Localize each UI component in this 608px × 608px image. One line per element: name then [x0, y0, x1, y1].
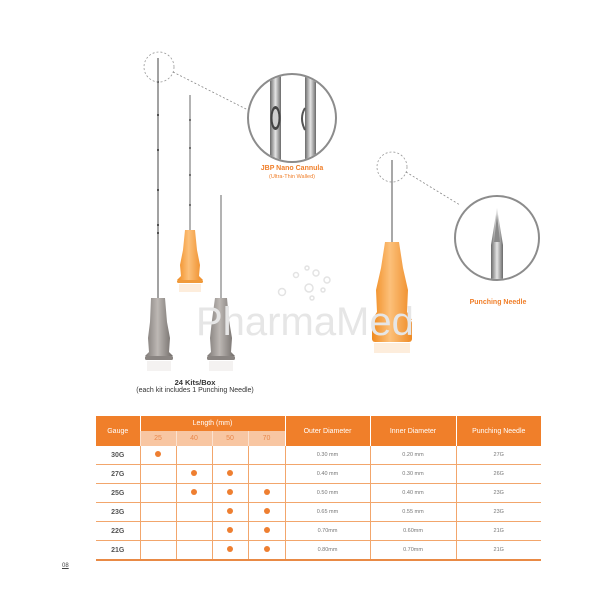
inner-diameter-cell: 0.55 mm	[370, 503, 456, 522]
length-40-cell	[176, 446, 212, 465]
length-40-cell	[176, 484, 212, 503]
length-70-cell	[248, 522, 285, 541]
table-row	[96, 522, 541, 541]
header-punching-needle: Punching Needle	[456, 416, 541, 446]
punching-needle-cell: 23G	[456, 503, 541, 522]
availability-dot-icon	[227, 527, 233, 533]
table-row	[96, 484, 541, 503]
availability-dot-icon	[227, 489, 233, 495]
length-25-cell	[140, 541, 176, 561]
length-70-cell	[248, 503, 285, 522]
kit-caption	[120, 378, 270, 394]
header-length: Length (mm)	[140, 416, 285, 431]
punching-needle-cell: 26G	[456, 465, 541, 484]
punching-needle-callout-title: Punching Needle	[469, 299, 527, 306]
gauge-cell: 27G	[96, 465, 140, 484]
gauge-cell: 25G	[96, 484, 140, 503]
length-70-cell	[248, 446, 285, 465]
header-length-25: 25	[140, 431, 176, 446]
kit-caption-title: 24 Kits/Box	[174, 378, 216, 387]
orange-cannula-icon	[177, 95, 203, 292]
availability-dot-icon	[264, 527, 270, 533]
length-25-cell	[140, 503, 176, 522]
outer-diameter-cell: 0.65 mm	[285, 503, 370, 522]
header-length-40: 40	[176, 431, 212, 446]
table-row	[96, 541, 541, 561]
outer-diameter-cell: 0.40 mm	[285, 465, 370, 484]
inner-diameter-cell: 0.40 mm	[370, 484, 456, 503]
spec-table-body	[96, 446, 541, 560]
length-50-cell	[212, 465, 248, 484]
length-50-cell	[212, 484, 248, 503]
length-25-cell	[140, 522, 176, 541]
outer-diameter-cell: 0.30 mm	[285, 446, 370, 465]
availability-dot-icon	[155, 451, 161, 457]
watermark-text: PharmaMed	[196, 300, 414, 344]
length-70-cell	[248, 484, 285, 503]
availability-dot-icon	[191, 470, 197, 476]
header-outer-diameter: Outer Diameter	[285, 416, 370, 446]
punching-needle-cell: 27G	[456, 446, 541, 465]
length-40-cell	[176, 522, 212, 541]
length-50-cell	[212, 446, 248, 465]
long-cannula-icon	[145, 58, 173, 371]
length-25-cell	[140, 446, 176, 465]
outer-diameter-cell: 0.70mm	[285, 522, 370, 541]
length-50-cell	[212, 503, 248, 522]
availability-dot-icon	[227, 546, 233, 552]
outer-diameter-cell: 0.50 mm	[285, 484, 370, 503]
length-50-cell	[212, 522, 248, 541]
punching-needle-cell: 23G	[456, 484, 541, 503]
punching-needle-cell: 21G	[456, 541, 541, 561]
length-70-cell	[248, 465, 285, 484]
outer-diameter-cell: 0.80mm	[285, 541, 370, 561]
watermark-logo-icon	[279, 266, 331, 300]
spec-table	[96, 416, 541, 561]
punching-needle-tip-detail-icon	[455, 196, 539, 285]
page-number: 08	[62, 563, 69, 569]
cannula-callout-subtitle: (Ultra-Thin Walled)	[269, 174, 315, 180]
inner-diameter-cell: 0.30 mm	[370, 465, 456, 484]
gauge-cell: 30G	[96, 446, 140, 465]
availability-dot-icon	[191, 489, 197, 495]
availability-dot-icon	[264, 489, 270, 495]
table-row	[96, 446, 541, 465]
length-25-cell	[140, 484, 176, 503]
gauge-cell: 21G	[96, 541, 140, 561]
length-25-cell	[140, 465, 176, 484]
availability-dot-icon	[264, 546, 270, 552]
header-inner-diameter: Inner Diameter	[370, 416, 456, 446]
header-length-50: 50	[212, 431, 248, 446]
table-row	[96, 503, 541, 522]
availability-dot-icon	[227, 508, 233, 514]
length-50-cell	[212, 541, 248, 561]
inner-diameter-cell: 0.60mm	[370, 522, 456, 541]
header-length-70: 70	[248, 431, 285, 446]
inner-diameter-cell: 0.70mm	[370, 541, 456, 561]
length-40-cell	[176, 541, 212, 561]
availability-dot-icon	[264, 508, 270, 514]
availability-dot-icon	[227, 470, 233, 476]
gauge-cell: 23G	[96, 503, 140, 522]
punching-needle-cell: 21G	[456, 522, 541, 541]
length-70-cell	[248, 541, 285, 561]
length-40-cell	[176, 503, 212, 522]
cannula-tip-detail-icon	[248, 70, 336, 170]
length-40-cell	[176, 465, 212, 484]
gauge-cell: 22G	[96, 522, 140, 541]
table-row	[96, 465, 541, 484]
header-gauge: Gauge	[96, 416, 140, 446]
kit-caption-subtitle: (each kit includes 1 Punching Needle)	[136, 387, 254, 394]
inner-diameter-cell: 0.20 mm	[370, 446, 456, 465]
cannula-callout-title: JBP Nano Cannula	[260, 165, 324, 172]
